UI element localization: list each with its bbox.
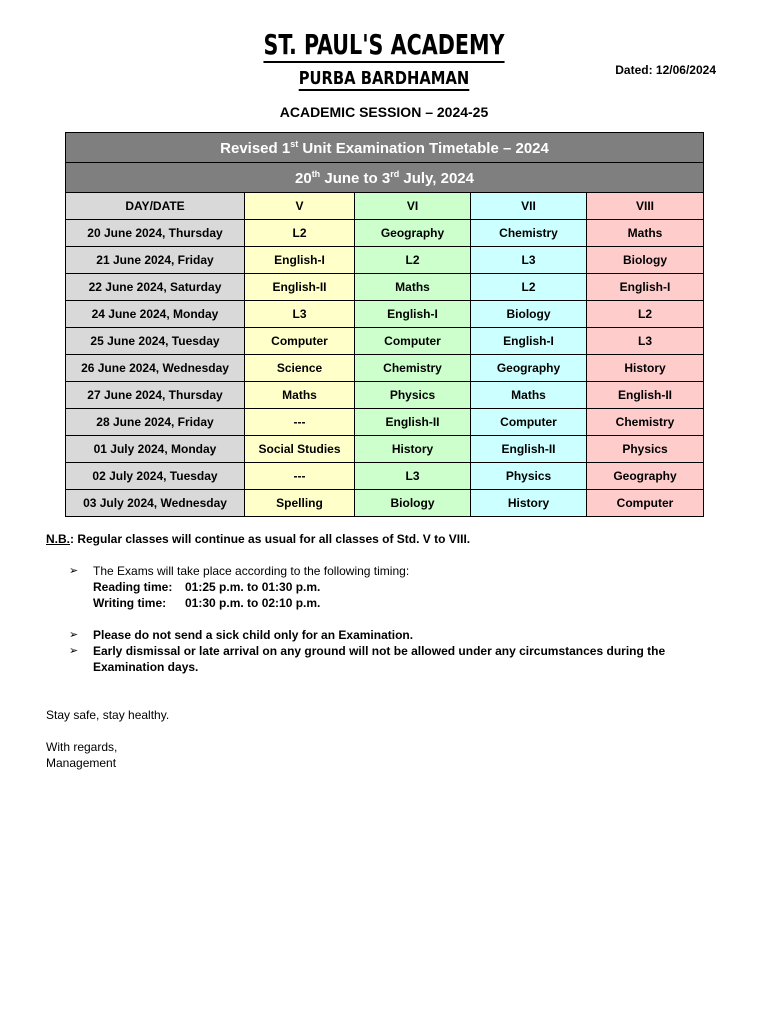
class-viii-cell: English-I — [587, 274, 704, 301]
class-viii-cell: History — [587, 355, 704, 382]
date-cell: 25 June 2024, Tuesday — [66, 328, 245, 355]
class-vi-cell: English-II — [355, 409, 471, 436]
class-v-cell: English-I — [245, 247, 355, 274]
arrow-bullet-icon: ➢ — [69, 565, 79, 577]
school-location-text: PURBA BARDHAMAN — [298, 68, 470, 89]
date-cell: 03 July 2024, Wednesday — [66, 490, 245, 517]
class-v-cell: --- — [245, 463, 355, 490]
arrow-bullet-icon: ➢ — [69, 645, 79, 657]
nb-text: : Regular classes will continue as usual for all classes of Std. V to VIII. — [70, 532, 471, 546]
column-header-vii: VII — [471, 193, 587, 220]
table-row — [66, 301, 704, 328]
class-vii-cell: Maths — [471, 382, 587, 409]
timetable-date-range — [66, 163, 704, 193]
class-v-cell: Maths — [245, 382, 355, 409]
class-vii-cell: English-I — [471, 328, 587, 355]
timetable-range-row — [66, 163, 704, 193]
date-cell: 21 June 2024, Friday — [66, 247, 245, 274]
regards-line: With regards, — [46, 740, 118, 754]
table-row — [66, 463, 704, 490]
class-vi-cell: Physics — [355, 382, 471, 409]
nb-note — [46, 531, 726, 547]
title-part: Revised 1 — [220, 139, 291, 157]
class-vi-cell: English-I — [355, 301, 471, 328]
dismissal-bullet — [46, 643, 726, 675]
sick-child-text: Please do not send a sick child only for an Examination. — [93, 628, 414, 642]
class-vii-cell: Chemistry — [471, 220, 587, 247]
table-row — [66, 490, 704, 517]
date-cell: 01 July 2024, Monday — [66, 436, 245, 463]
class-viii-cell: Computer — [587, 490, 704, 517]
date-cell: 28 June 2024, Friday — [66, 409, 245, 436]
table-row — [66, 355, 704, 382]
writing-time-line — [93, 595, 726, 611]
title-part: Unit Examination Timetable – 2024 — [298, 139, 549, 157]
closing-line: Stay safe, stay healthy. — [46, 708, 170, 722]
class-vi-cell: History — [355, 436, 471, 463]
column-header-vi: VI — [355, 193, 471, 220]
date-cell: 27 June 2024, Thursday — [66, 382, 245, 409]
range-part: June to 3 — [320, 169, 391, 187]
date-cell: 26 June 2024, Wednesday — [66, 355, 245, 382]
class-vii-cell: History — [471, 490, 587, 517]
class-viii-cell: English-II — [587, 382, 704, 409]
sick-child-bullet — [46, 627, 726, 643]
column-header-date: DAY/DATE — [66, 193, 245, 220]
school-name-text: ST. PAUL'S ACADEMY — [263, 28, 505, 61]
title-sup: st — [290, 138, 299, 149]
table-row — [66, 274, 704, 301]
class-viii-cell: Geography — [587, 463, 704, 490]
table-header-row — [66, 193, 704, 220]
range-part: July, 2024 — [399, 169, 474, 187]
class-vii-cell: Geography — [471, 355, 587, 382]
class-vi-cell: Computer — [355, 328, 471, 355]
reading-time-label: Reading time: — [93, 580, 173, 594]
notes-section — [46, 531, 726, 771]
dismissal-text: Early dismissal or late arrival on any ground will not be allowed under any circumstances during the Examination days. — [93, 644, 666, 674]
table-row — [66, 328, 704, 355]
exam-timetable — [65, 132, 704, 517]
table-row — [66, 436, 704, 463]
school-name — [69, 28, 699, 61]
class-vii-cell: Computer — [471, 409, 587, 436]
column-header-v: V — [245, 193, 355, 220]
arrow-bullet-icon: ➢ — [69, 629, 79, 641]
class-vii-cell: L3 — [471, 247, 587, 274]
table-row — [66, 382, 704, 409]
date-cell: 22 June 2024, Saturday — [66, 274, 245, 301]
class-v-cell: L2 — [245, 220, 355, 247]
class-vi-cell: L3 — [355, 463, 471, 490]
table-row — [66, 220, 704, 247]
date-cell: 02 July 2024, Tuesday — [66, 463, 245, 490]
writing-time-label: Writing time: — [93, 596, 167, 610]
school-location — [69, 68, 699, 89]
class-vi-cell: L2 — [355, 247, 471, 274]
range-part: 20 — [295, 169, 312, 187]
signature-line: Management — [46, 756, 117, 770]
class-viii-cell: Maths — [587, 220, 704, 247]
class-vi-cell: Maths — [355, 274, 471, 301]
class-v-cell: L3 — [245, 301, 355, 328]
class-viii-cell: L3 — [587, 328, 704, 355]
class-vi-cell: Chemistry — [355, 355, 471, 382]
academic-session: ACADEMIC SESSION – 2024-25 — [279, 104, 489, 120]
table-row — [66, 409, 704, 436]
class-v-cell: Science — [245, 355, 355, 382]
class-vii-cell: L2 — [471, 274, 587, 301]
document-date: Dated: 12/06/2024 — [615, 63, 716, 77]
class-v-cell: Spelling — [245, 490, 355, 517]
reading-time-line — [93, 579, 726, 595]
class-viii-cell: Physics — [587, 436, 704, 463]
range-sup: th — [311, 168, 321, 179]
class-v-cell: --- — [245, 409, 355, 436]
class-vi-cell: Geography — [355, 220, 471, 247]
writing-time-value: 01:30 p.m. to 02:10 p.m. — [185, 596, 321, 610]
timing-bullet — [46, 563, 726, 611]
nb-label: N.B. — [46, 532, 70, 546]
date-cell: 20 June 2024, Thursday — [66, 220, 245, 247]
timetable-title — [66, 133, 704, 163]
class-vi-cell: Biology — [355, 490, 471, 517]
range-sup: rd — [390, 168, 400, 179]
reading-time-value: 01:25 p.m. to 01:30 p.m. — [185, 580, 321, 594]
class-v-cell: Computer — [245, 328, 355, 355]
timing-intro: The Exams will take place according to the following timing: — [93, 564, 410, 578]
class-viii-cell: Biology — [587, 247, 704, 274]
class-vii-cell: Biology — [471, 301, 587, 328]
timetable-title-row — [66, 133, 704, 163]
column-header-viii: VIII — [587, 193, 704, 220]
class-viii-cell: Chemistry — [587, 409, 704, 436]
class-vii-cell: Physics — [471, 463, 587, 490]
table-row — [66, 247, 704, 274]
class-v-cell: English-II — [245, 274, 355, 301]
date-cell: 24 June 2024, Monday — [66, 301, 245, 328]
class-vii-cell: English-II — [471, 436, 587, 463]
class-viii-cell: L2 — [587, 301, 704, 328]
class-v-cell: Social Studies — [245, 436, 355, 463]
